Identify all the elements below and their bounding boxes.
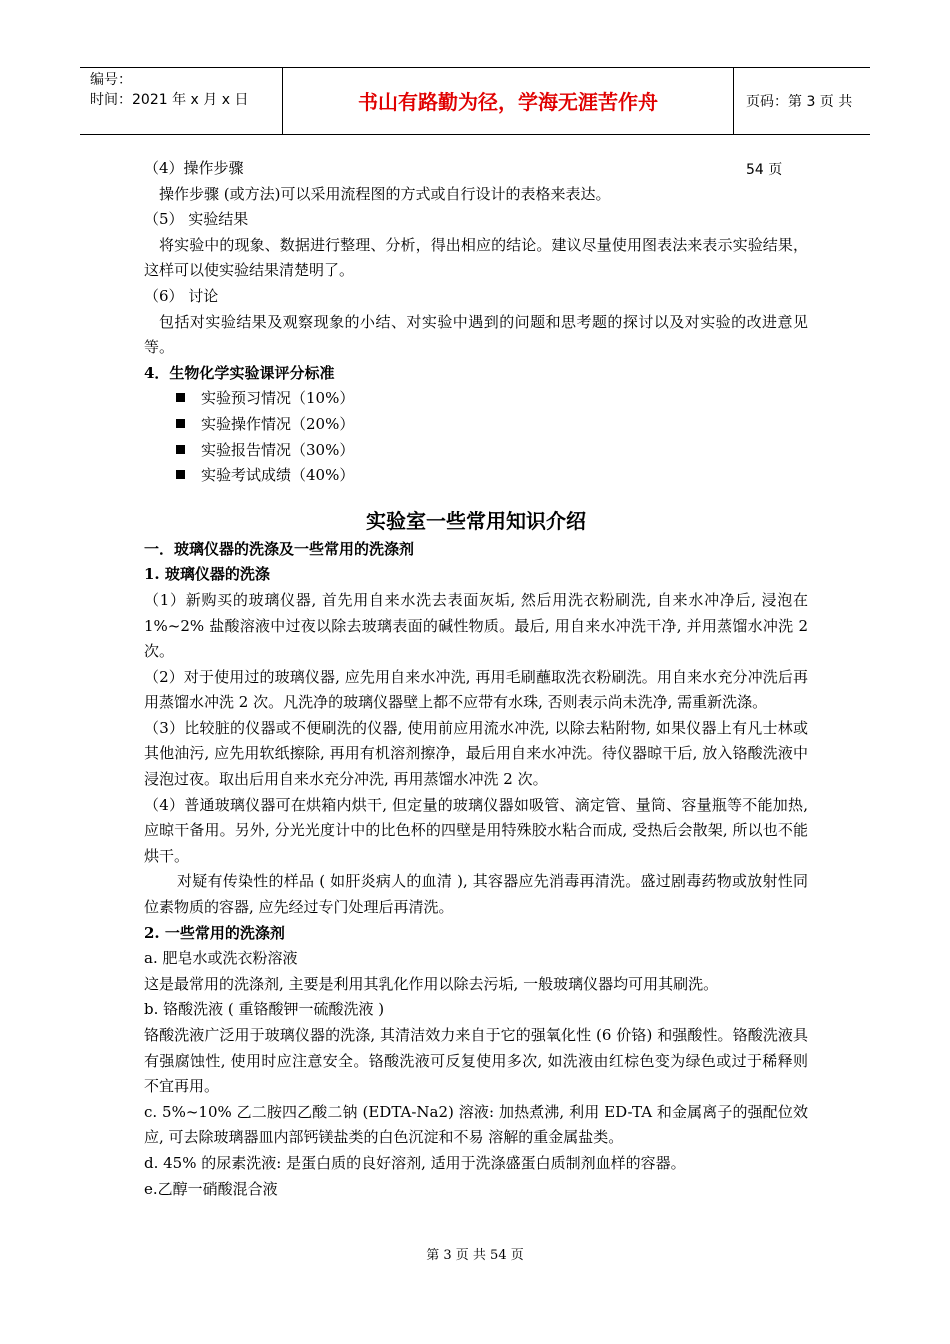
washing-note: 对疑有传染性的样品 ( 如肝炎病人的血清 ), 其容器应先消毒再清洗。盛过剧毒药物或放射性同位素物质的容器, 应先经过专门处理后再清洗。 — [144, 872, 808, 917]
grading-item — [144, 463, 808, 489]
sub1-heading: 1. 玻璃仪器的洗涤 — [144, 565, 270, 584]
grading-item-text: 实验预习情况（10%） — [201, 389, 355, 408]
grading-item-text: 实验考试成绩（40%） — [201, 466, 355, 485]
document-body — [144, 156, 808, 1202]
bullet-square-icon — [176, 470, 185, 479]
sub2-heading: 2. 一些常用的洗涤剂 — [144, 923, 285, 942]
grading-heading: 4．生物化学实验课评分标准 — [144, 363, 335, 382]
detergent-d-text: d. 45% 的尿素洗液: 是蛋白质的良好溶剂, 适用于洗涤盛蛋白质制剂血样的容器。 — [144, 1153, 686, 1172]
detergent-b-heading: b. 铬酸洗液 ( 重铬酸钾一硫酸洗液 ) — [144, 1000, 385, 1019]
grading-item — [144, 412, 808, 438]
washing-step-4: （4）普通玻璃仪器可在烘箱内烘干, 但定量的玻璃仪器如吸管、滴定管、量筒、容量瓶等不能加热, 应晾干备用。另外, 分光光度计中的比色杯的四壁是用特殊胶水粘合而成, 受热后会散架, 所以也不能烘干。 — [144, 795, 808, 865]
bullet-square-icon — [176, 393, 185, 402]
part1-heading: 一．玻璃仪器的洗涤及一些常用的洗涤剂 — [144, 539, 415, 558]
detergent-a-heading: a. 肥皂水或洗衣粉溶液 — [144, 949, 298, 968]
detergent-b-text: 铬酸洗液广泛用于玻璃仪器的洗涤, 其清洁效力来自于它的强氧化性 (6 价铬) 和强酸性。铬酸洗液具有强腐蚀性, 使用时应注意安全。铬酸洗液可反复使用多次, 如洗液由红棕色变为绿色或过于稀释则不宜再用。 — [144, 1026, 808, 1096]
bullet-square-icon — [176, 419, 185, 428]
header-motto: 书山有路勤为径，学海无涯苦作舟 — [283, 68, 734, 134]
step4-text: 操作步骤 (或方法)可以采用流程图的方式或自行设计的表格来表达。 — [159, 184, 611, 203]
document-number-label: 编号： — [90, 72, 132, 88]
detergent-e-heading: e.乙醇一硝酸混合液 — [144, 1179, 278, 1198]
header-page-info: 页码：第 3 页 共 54 页 — [746, 94, 853, 178]
page-footer: 第 3 页 共 54 页 — [426, 1248, 524, 1263]
header-meta-cell — [80, 68, 283, 134]
step6-heading: （6） 讨论 — [144, 286, 219, 305]
document-date: 时间：2021 年 x 月 x 日 — [90, 92, 249, 108]
detergent-c-text: c. 5%~10% 乙二胺四乙酸二钠 (EDTA-Na2) 溶液: 加热煮沸, 利用 ED-TA 和金属离子的强配位效应, 可去除玻璃器皿内部钙镁盐类的白色沉淀和不易 溶解的重金属盐类。 — [144, 1102, 808, 1147]
grading-item-text: 实验报告情况（30%） — [201, 440, 355, 459]
grading-item — [144, 386, 808, 412]
section-title: 实验室一些常用知识介绍 — [366, 508, 586, 533]
bullet-square-icon — [176, 445, 185, 454]
step4-heading: （4）操作步骤 — [144, 159, 244, 177]
step5-heading: （5） 实验结果 — [144, 210, 249, 229]
detergent-a-text: 这是最常用的洗涤剂, 主要是利用其乳化作用以除去污垢, 一般玻璃仪器均可用其刷洗。 — [144, 974, 719, 993]
washing-step-2: （2）对于使用过的玻璃仪器, 应先用自来水冲洗, 再用毛刷蘸取洗衣粉刷洗。用自来水充分冲洗后再用蒸馏水冲洗 2 次。凡洗净的玻璃仪器壁上都不应带有水珠, 否则表示尚未洗净, 需重新洗涤。 — [144, 667, 808, 712]
grading-item — [144, 438, 808, 464]
step6-text: 包括对实验结果及观察现象的小结、对实验中遇到的问题和思考题的探讨以及对实验的改进意见等。 — [144, 312, 808, 357]
step5-text: 将实验中的现象、数据进行整理、分析，得出相应的结论。建议尽量使用图表法来表示实验结果，这样可以使实验结果清楚明了。 — [144, 235, 808, 280]
washing-step-1: （1）新购买的玻璃仪器, 首先用自来水洗去表面灰垢, 然后用洗衣粉刷洗, 自来水冲净后, 浸泡在 1%~2% 盐酸溶液中过夜以除去玻璃表面的碱性物质。最后, 用自来水冲洗干净, 并用蒸馏水冲洗 2 次。 — [144, 590, 808, 661]
washing-step-3: （3）比较脏的仪器或不便刷洗的仪器, 使用前应用流水冲洗, 以除去粘附物, 如果仪器上有凡士林或其他油污, 应先用软纸擦除, 再用有机溶剂擦净，最后用自来水冲洗。待仪器晾干后, 放入铬酸洗液中浸泡过夜。取出后用自来水充分冲洗, 再用蒸馏水冲洗 2 次。 — [144, 718, 808, 789]
grading-item-text: 实验操作情况（20%） — [201, 414, 355, 433]
